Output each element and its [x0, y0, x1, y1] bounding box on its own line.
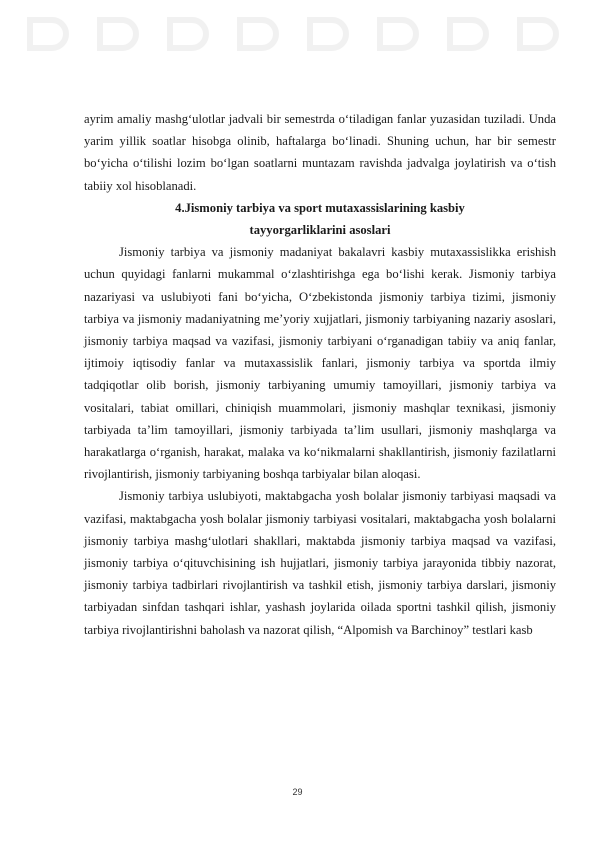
page-number: 29	[292, 787, 303, 797]
watermark-pattern	[0, 0, 595, 80]
paragraph-intro: ayrim amaliy mashg‘ulotlar jadvali bir semestrda o‘tiladigan fanlar yuzasidan tuziladi. Unda yarim yillik soatlar hisobga olinib, haftalarga bo‘linadi. Shuning uchun, har bir semestr bo‘yicha o‘tilishi lozim bo‘lgan soatlarni muntazam ravishda jadvalga joylatirish va o‘tish tabiiy xol hisoblanadi.	[84, 112, 556, 193]
page-body	[84, 108, 556, 641]
section-heading-line-1: 4.Jismoniy tarbiya va sport mutaxassislarining kasbiy	[175, 200, 465, 215]
section-heading-line-2: tayyorgarliklarini asoslari	[249, 223, 391, 238]
paragraph-1: Jismoniy tarbiya va jismoniy madaniyat bakalavri kasbiy mutaxassislikka erishish uchun quyidagi fanlarni mukammal o‘zlashtirishga ega bo‘lishi kerak. Jismoniy tarbiya nazariyasi va uslubiyoti fani bo‘yicha, O‘zbekistonda jismoniy tarbiya tizimi, jismoniy tarbiya va jismoniy madaniyatning me’yoriy xujjatlari, jismoniy tarbiyaning nazariy asoslari, jismoniy tarbiya maqsad va vazifasi, jismoniy tarbiyani o‘rganadigan tabiiy va aniq fanlar, ijtimoiy iqtisodiy fanlar va mutaxassislik fanlari, jismoniy tarbiya va sportda ilmiy tadqiqotlar olib borish, jismoniy tarbiyaning umumiy tamoyillari, jismoniy tarbiya va vositalari, tabiat omillari, chiniqish muammolari, jismoniy mashqlar texnikasi, jismoniy tarbiyada ta’lim tamoyillari, jismoniy tarbiyada ta’lim usullari, jismoniy mashqlarga va harakatlarga o‘rganish, harakat, malaka va ko‘nikmalarni shakllantirish, jismoniy fazilatlarni rivojlantirish, jismoniy tarbiyaning boshqa tarbiyalar bilan aloqasi.	[84, 245, 556, 482]
paragraph-2: Jismoniy tarbiya uslubiyoti, maktabgacha yosh bolalar jismoniy tarbiyasi maqsadi va vazifasi, maktabgacha yosh bolalar jismoniy tarbiyasi vositalari, maktabgacha yosh bolalarni jismoniy tarbiya mashg‘ulotlari shakllari, maktabda jismoniy tarbiya maqsad va vazifasi, jismoniy tarbiya o‘qituvchisining ish hujjatlari, jismoniy tarbiya jarayonida tibbiy nazorat, jismoniy tarbiya tadbirlari rivojlantirish va tashkil etish, jismoniy tarbiya darslari, jismoniy tarbiyadan sinfdan tashqari ishlar, yashash joylarida oilada sportni tashkil qilish, jismoniy tarbiya rivojlantirishni baholash va nazorat qilish, “Alpomish va Barchinoy” testlari kasb	[84, 489, 556, 637]
